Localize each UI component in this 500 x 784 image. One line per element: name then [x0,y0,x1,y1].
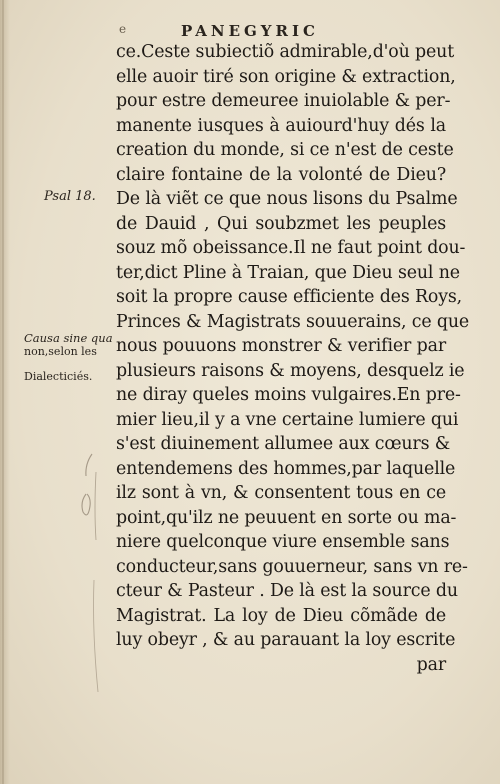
margin-note-line-1: Causa sine qua [24,331,113,345]
text-line: luy obeyr , & au parauant la loy escrite [116,630,456,650]
body-text [116,40,470,677]
pencil-bracket-marks [74,430,114,700]
text-line: mier lieu,il y a vne certaine lumiere qui [116,409,459,430]
text-line: cteur & Pasteur . De là est la source du [116,581,458,601]
margin-note-line-2: non,selon les [24,345,97,358]
running-head: PANEGYRIC [181,22,319,40]
text-line: de Dauid , Qui soubzmet les peuples [116,213,446,234]
text-line: elle auoir tiré son origine & extraction, [116,66,456,87]
text-line: ne diray queles moins vulgaires.En pre- [116,385,461,405]
text-line: creation du monde, si ce n'est de ceste [116,140,454,160]
text-line: ter,dict Pline à Traian, que Dieu seul ne [116,262,460,283]
page-edge [2,0,4,784]
text-line: Magistrat. La loy de Dieu cõmãde de [116,605,446,626]
text-line: point,qu'ilz ne peuuent en sorte ou ma- [116,507,457,528]
catchword: par [416,654,446,675]
text-line: entendemens des hommes,par laquelle [116,458,456,479]
text-line: ce.Ceste subiectiõ admirable,d'où peut [116,42,455,62]
text-line: s'est diuinement allumee aux cœurs & [116,434,451,454]
text-line: claire fontaine de la volonté de Dieu? [116,164,446,185]
page-mark: e [119,22,127,36]
margin-reference-psalm: Psal 18. [44,189,96,204]
text-line: Princes & Magistrats souuerains, ce que [116,311,470,332]
text-line: niere quelconque viure ensemble sans [116,532,450,552]
text-line: pour estre demeuree inuiolable & per- [116,91,451,111]
text-line: manente iusques à auiourd'huy dés la [116,115,446,136]
text-line: souz mõ obeissance.Il ne faut point dou- [116,238,466,258]
text-line: soit la propre cause efficiente des Roys, [116,287,463,307]
text-line: conducteur,sans gouuerneur, sans vn re- [116,556,468,577]
margin-note-line-3: Dialecticiés. [24,370,93,383]
text-line: ilz sont à vn, & consentent tous en ce [116,483,446,503]
text-line: plusieurs raisons & moyens, desquelz ie [116,360,465,381]
text-line: nous pouuons monstrer & verifier par [116,336,446,356]
text-line: De là viẽt ce que nous lisons du Psalme [116,189,458,209]
